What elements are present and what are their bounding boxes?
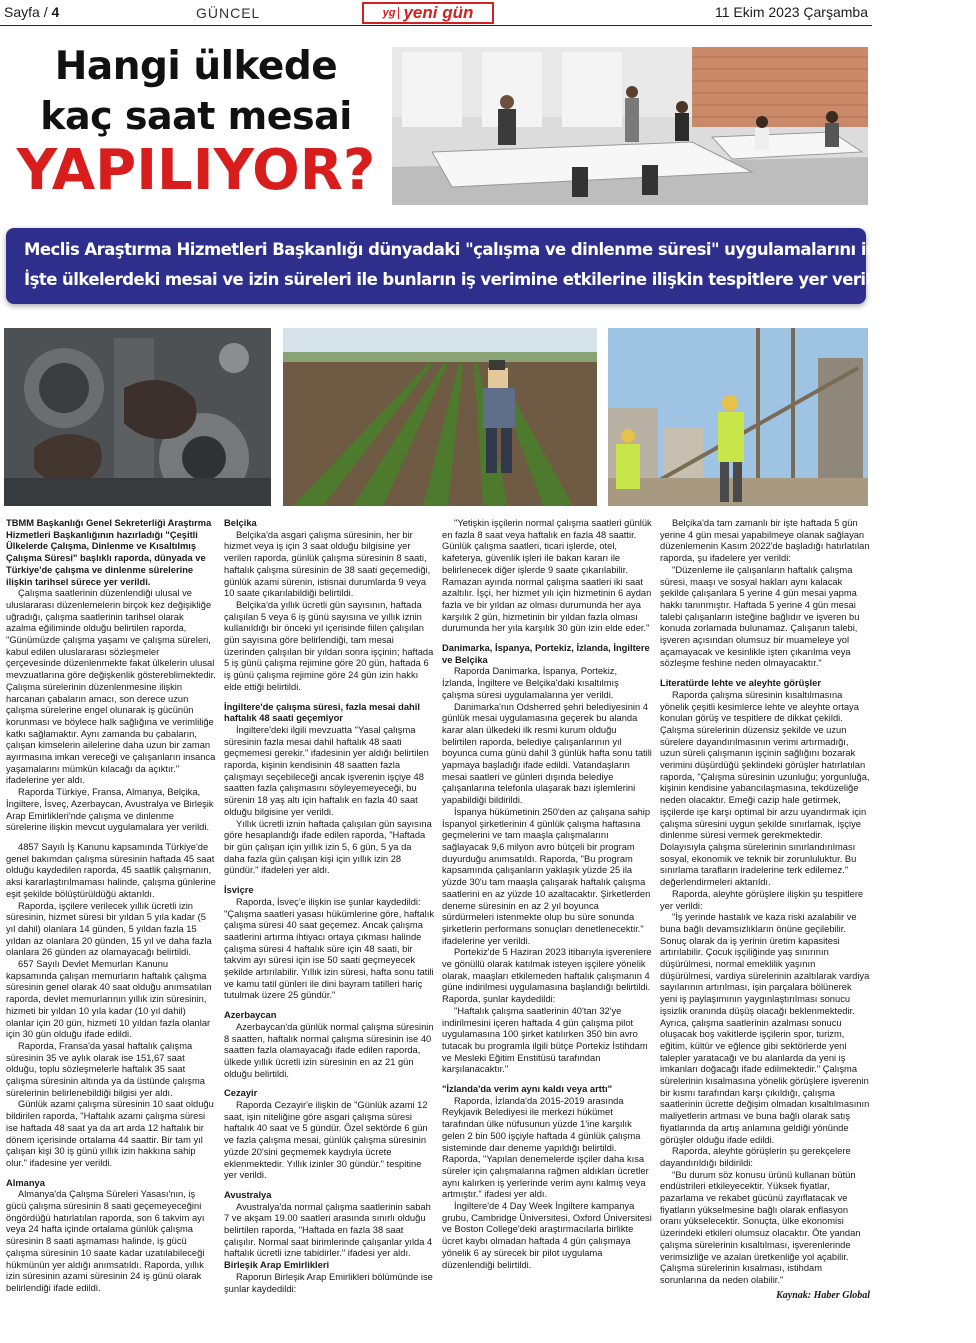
paragraph: Raporda çalışma süresinin kısaltılmasına yönelik çeşitli kesimlerce lehte ve aleyhte ortaya konulan görüş ve tespitlere de dikkat çekildi. Çalışma sürelerinin düzensiz şekilde ve uzun sürelere dayandırılmasının verimi artırmadığı, uzun süreli çalışmanın işçinin sağlığını bozarak verimini düşürdüğü şeklindeki görüşler hatırlatılan raporda, "Çalışma süresinin uzunluğu; yorgunluğa, kişinin kendisine yabancılaşmasına, tekdüzeliğe neden olacaktır. Emeği cazip hale getirmek, işçilerde işe karşı optimal bir arzu uyandırmak için çalışma süresini uygun şekilde sınırlamak, işçiye dinlenme süresi vermek gerekmektedir. Dolayısıyla çalışma sürelerinin sınırlandırılması sosyal, ekonomik ve teknik bir zorunluluktur. Bu sınırlama tarafların iradelerine terk edilemez." değerlendirmeleri aktarıldı. [660, 689, 870, 888]
headline-line-1: Hangi ülkede [54, 44, 338, 89]
farmer-in-field-photo [283, 328, 597, 506]
paragraph: Çalışma saatlerinin düzenlendiği ulusal ve uluslararası düzenlemelerin birçok kez değişikliğe uğradığı, çalışma saatlerinin tarihsel olarak azalma eğiliminde olduğu belirtilen raporda, "Günümüzde çalışma yaşamı ve çalışma süreleri, kabul edilen uluslararası sözleşmeler çerçevesinde düzenlenmekte fakat ülkelerin ulusal mevzuatlarına göre değişkenlik göstereblimektedir. Çalışma sürelerinin düzenlenmesine ilişkin harcanan çabaların amacı, son derece uzun çalışma sürelerine engel olunarak iş gücünün korunması ve böylece halk sağlığına ve verimliliğe katkı sağlamaktır. Aynı zamanda bu çabaların, çalışan kimselerin ailelerine daha uzun bir zaman ayırmasına imkan vereceği ve çalışanların insanca yaşamalarını mümkün kılacağı da açıktır." ifadelerine yer aldı. [6, 588, 216, 786]
page-header [0, 0, 872, 26]
paragraph: "İş yerinde hastalık ve kaza riski azalabilir ve buna bağlı devamsızlıkların önüne geçilebilir. Sonuç olarak da iş yerinin üretim kapasitesi artırılabilir. Çocuk işçiliğinde yaş sınırının düşürülmesi, normal emeklilik yaşının düşürülmesi, vardiya sürelerinin azaltılarak vardiya sayılarının artırılması, işin parçalara bölünerek yeni iş paylaşımının yaygınlaştırılması sonucu işsizlik oranında düşüş olacağı beklenmektedir. Ayrıca, çalışma saatlerinin azalması sonucu oluşacak boş vakitlerde işçilerin spor, turizm, eğitim, kültür ve eğlence gibi sektörlerde yeni talepler yaratacağı ve bu alanlarda da yeni iş imkanları doğacağı ifade edilmektedir." Çalışma sürelerinin kısalmasına yönelik görüşlere işverenin bir kısmı tarafından karşı çıkıldığı, çalışma saatlerinin ücrette değişim olmadan kısaltılmasının maliyetlerin artması ve buna bağlı olarak satış fiyatlarında da artış anlamına geldiği yönünde görüşler olduğu ifade edildi. [660, 912, 870, 1145]
paragraph: Belçika'da asgari çalışma süresinin, her bir hizmet veya iş için 3 saat olduğu bilgisine yer verilen raporda, günlük çalışma süresinin 8 saati, haftalık çalışma süresinin de 38 saati geçemediği, günlük azami sürenin, istisnai durumlarda 9 veya 10 saate çıkarılabildiği belirtildi. [224, 529, 431, 599]
paragraph: Raporda, İsveç'e ilişkin ise şunlar kaydedildi: "Çalışma saatleri yasası hükümlerine göre, haftalık çalışma süresi 40 saat geçemez. Ancak çalışma saatlerini artırma ihtiyacı ortaya çıkması halinde çalışma süresi 4 haftalık süre için 48 saati, bir takvim ayı süresi için ise 50 saati geçmeyecek şekilde artırılabilir. Yıllık izin süresi, hafta sonu tatili ve kamu tatil günleri ile dini bayram tatilleri hariç tutulmak üzere 25 gündür." [224, 896, 435, 1001]
paragraph: 4857 Sayılı İş Kanunu kapsamında Türkiye'de genel bakımdan çalışma süresinin haftada 45 saat olduğu kaydedilen raporda, 45 saatlik çalışmanın, aksi kararlaştırılmaması halinde, çalışma günlerine eşit şekilde bölüştürüldüğü aktarıldı. [6, 841, 216, 899]
paragraph: İngiltere'de 4 Day Week İngiltere kampanya grubu, Cambridge Üniversitesi, Oxford Üniversitesi ve Boston College'deki araştırmacılarla birlikte ücret kaybı olmadan haftada 4 gün çalışmaya yönelik 6 ay sürecek bir pilot uygulama düzenlendiği belirtildi. [442, 1201, 652, 1270]
subheading: Avustralya [224, 1189, 272, 1200]
newspaper-logo: yg yeni gün [362, 2, 494, 24]
office-workers-photo [392, 47, 868, 205]
subheading: Azerbaycan [224, 1010, 277, 1021]
paragraph: Raporda Türkiye, Fransa, Almanya, Belçika, İngiltere, İsveç, Azerbaycan, Avustralya ve Birleşik Arap Emirlikleri'nde çalışma ve dinlenme sürelerine ilişkin mevcut uygulamalara yer verildi. [6, 787, 214, 833]
article-column-2 [224, 518, 434, 1295]
paragraph: Raporda, İzlanda'da 2015-2019 arasında Reykjavik Belediyesi ile merkezi hükümet tarafından ülke nüfusunun yüzde 1'ine karşılık gelen 2 bin 500 işçiyle haftada 4 günlük çalışma sisteminde daır deneme yapıldığı belirtildi. Raporda, "Yapılan denemelerde işçiler daha kısa süreler için çalışmalarına rağmen aldıkları ücretler aynı kalırken iş yerlerinde verim aynı kalmış veya artmıştır." ifadesi yer aldı. [442, 1095, 649, 1200]
summary-banner [6, 228, 976, 304]
issue-date: 11 Ekim 2023 Çarşamba [714, 4, 868, 20]
paragraph: Günlük azami çalışma süresinin 10 saat olduğu bildirilen raporda, "Haftalık azami çalışma süresi ise haftada 48 saat ya da art arda 12 haftalık bir dönem içerisinde ortalama 44 saattir. Bir tam yıl çalışan kişi 30 iş günü yıllık izin hakkına sahip olur." ifadesine yer verildi. [6, 1099, 214, 1168]
mechanic-hands-engine-photo [4, 328, 271, 506]
subheading: Birleşik Arap Emirlikleri [224, 1260, 330, 1271]
article-column-3 [442, 518, 652, 1271]
paragraph: Raporun Birleşik Arap Emirlikleri bölümünde ise şunlar kaydedildi: [224, 1271, 433, 1294]
paragraph: Danimarka'nın Odsherred şehri belediyesinin 4 günlük mesai uygulamasına geçerek bu alanda karar alan ülkedeki ilk resmi kurum olduğu belirtilen raporda, belediye çalışanlarının yıl boyunca cuma günü dahil 3 günlük hafta sonu tatili yapmaya başladığı ifade edildi. Vatandaşların mesai saatleri ve günleri dışında belediye çalışanlarına telefonla ulaşarak bazı işlemlerini yapabildiği bildirildi. [442, 701, 652, 806]
paragraph: Portekiz'de 5 Haziran 2023 itibarıyla işverenlere ve gönüllü olarak katılmak isteyen işçilere yönelik olarak, maaşları etkilemeden haftalık çalışmanın 4 güne indirilmesi uygulamasına başlandığı belirtildi. Raporda, şunlar kaydedildi: [442, 947, 652, 1005]
paragraph: Avustralya'da normal çalışma saatlerinin sabah 7 ve akşam 19.00 saatleri arasında sınırlı olduğu belirtilen raporda, "Haftada en fazla 38 saat çalışılır. Normal saat birimlerinde çalışanlar yılda 4 haftalık ücretli izne tabidirler." ifadesi yer aldı. [224, 1201, 433, 1259]
subheading: Belçika [224, 518, 257, 528]
paragraph: Azerbaycan'da günlük normal çalışma süresinin 8 saatten, haftalık normal çalışma süresinin ise 40 saatten fazla olamayacağı ifade edilen raporda, ülkede yıllık ücretli izin süresinin en az 21 gün olduğu belirtildi. [224, 1021, 434, 1079]
subheading: Danimarka, İspanya, Portekiz, İzlanda, İngiltere ve Belçika [442, 643, 650, 665]
paragraph: Raporda, Fransa'da yasal haftalık çalışma süresinin 35 ve aylık olarak ise 151,67 saat olduğu, toplu sözleşmelerle haftalık 35 saat çalışma süresinin altında ya da üstünde çalışma sürelerinin belirlenebildiği bilgisi yer aldı. [6, 1040, 205, 1098]
article-lead: TBMM Başkanlığı Genel Sekreterliği Araştırma Hizmetleri Başkanlığının hazırladığı "Çeşitli Ülkelerde Çalışma, Dinlenme ve Kısaltılmış Çalışma Süresi" başlıklı raporda, dünyada ve Türkiye'de çalışma ve dinlenme sürelerine ilişkin tarihsel sürece yer verildi. [6, 518, 212, 587]
paragraph: Belçika'da tam zamanlı bir işte haftada 5 gün yerine 4 gün mesai yapabilmeye olanak sağlayan düzenlemenin Kasım 2022'de başladığı hatırlatılan raporda, şu ifadelere yer verildi: [660, 518, 870, 564]
paragraph: "Yetişkin işçilerin normal çalışma saatleri günlük en fazla 8 saat veya haftalık en fazla 48 saattir. Günlük çalışma saatleri, ticari işlerde, otel, kafeterya, güvenlik işleri ile bakan kararı ile belirlenecek diğer işlerde 9 saate çıkarılabilir. Ramazan ayında normal çalışma saatleri iki saat azaltılır. İşçi, her hizmet yılı için hizmetinin 6 aydan fazla ve bir yıldan az olması durumunda her aya karşılık 2 gün, hizmetinin bir yıldan fazla olması durumunda her yıla karşılık 30 gün izin elde eder." [442, 518, 652, 634]
section-label: GÜNCEL [196, 5, 261, 21]
paragraph: Raporda Cezayir'e ilişkin de "Günlük azami 12 saat, işin niteliğine göre asgari çalışma süresi haftalık 40 saat ve 5 gündür. Özel sektörde 6 gün ve fazla çalışma mesai, günlük çalışma süresinin yüzde 20'sini geçmemek kaydıyla ücrete eklenmektedir. Yıllık izinler 30 gündür." tespitine yer verildi. [224, 1100, 428, 1181]
source-credit: Kaynak: Haber Global [776, 1289, 870, 1301]
headline [0, 42, 392, 202]
subheading: Cezayir [224, 1088, 258, 1099]
paragraph: 657 Sayılı Devlet Memurları Kanunu kapsamında çalışan memurların haftalık çalışma süresinin genel olarak 40 saat olduğu anımsatılan raporda, devlet memurlarının yıllık izin süresinin, hizmeti bir yıldan 10 yıla kadar (10 yıl dahil) olanlar için 20 gün, hizmeti 10 yıldan fazla olanlar için 30 gün olduğu ifade edildi. [6, 959, 212, 1040]
banner-line-1: Meclis Araştırma Hizmetleri Başkanlığı dünyadaki "çalışma ve dinlenme süresi" uygulamalarını inceledi. [24, 240, 935, 259]
paragraph: "Bu durum söz konusu ürünü kullanan bütün endüstrileri etkileyecektir. Yüksek fiyatlar, pazarlama ve rekabet gücünü zayıflatacak ve fiyatların yükselmesine bağlı olarak enflasyon oranı yükselecektir. Sonuçta, ülke ekonomisi üzerindeki etkileri olumsuz olacaktır. Öte yandan çalışma sürelerinin kısaltılması, işverenlerinde verimsizliğe ve azalan üretkenliğe yol açabilir. Çalışma sürelerinin kısalması, istihdam sorunlarına da neden olabilir." [660, 1169, 861, 1285]
subheading: Almanya [6, 1177, 45, 1188]
headline-line-3: YAPILIYOR? [16, 138, 376, 203]
paragraph: Belçika'da yıllık ücretli gün sayısının, haftada çalışılan 5 veya 6 iş günü sayısına ve yıllık iznin kullanıldığı bir önceki yıl içerisinde fiilen çalışılan gün sayısına göre belirlendiği, tam mesai üzerinden çalışılan bir yıldan sonra işçinin; haftada 5 iş günü çalışma rejimine göre 20 gün, haftada 6 iş günü çalışma rejimine göre 24 gün izin hakkı elde ettiği belirtildi. [224, 599, 434, 692]
banner-line-2: İşte ülkelerdeki mesai ve izin süreleri ile bunların iş verimine etkilerine ilişkin tespitlere yer verilen o rapor... [24, 270, 976, 289]
construction-workers-photo [608, 328, 868, 506]
paragraph: "Düzenleme ile çalışanların haftalık çalışma süresi, maaşı ve sosyal hakları aynı kalacak şekilde çalışanlara 5 yerine 4 gün mesai yapma hakkı tanınmıştır. Haftada 5 yerine 4 gün mesai talebi çalışanların isteğine bağlıdır ve işveren bu konuda zorlamada bulunamaz. Çalışanın talebi, işveren açısından olumsuz bir muameleye yol açamayacak ve kesinlikle işten çıkarılma veya sözleşme feshine neden olmayacaktır." [660, 564, 860, 669]
paragraph: Almanya'da Çalışma Süreleri Yasası'nın, iş gücü çalışma süresinin 8 saati geçemeyeceğini öngördüğü hatırlatılan raporda, son 6 takvim ayı veya 24 hafta içinde ortalama günlük çalışma süresinin 8 saati aşmaması halinde, iş gücü çalışma süresinin 10 saate kadar uzatılabileceği hükmünün yer aldığı anımsatıldı. Raporda, yıllık izin süresinin azami süresinin 24 iş günü olarak belirlendiği ifade edildi. [6, 1189, 205, 1293]
article-column-1 [6, 518, 216, 1295]
subheading: İsviçre [224, 885, 254, 896]
paragraph: Raporda, işçilere verilecek yıllık ücretli izin süresinin, hizmet süresi bir yıldan 5 yıla kadar (5 yıl dahil) olanlara 14 günden, 5 yıldan fazla 15 yıldan az olanlara 20 günden, 15 yıl ve daha fazla olanlara 26 günden az olamayacağı belirtildi. [6, 900, 212, 958]
article-column-4 [660, 518, 870, 1301]
paragraph: "Haftalık çalışma saatlerinin 40'tan 32'ye indirilmesini içeren haftada 4 gün çalışma pilot uygulamasına 100 şirket katılırken 350 bin avro tutacak bu programla ilgili bütçe Portekiz İstihdam ve Mesleki Eğitim Enstitüsü tarafından karşılanacaktır." [442, 1005, 648, 1075]
paragraph: İngiltere'deki ilgili mevzuatta "Yasal çalışma süresinin fazla mesai dahil haftalık 48 saati geçmemesi gerekir." ifadesinin yer aldığı belirtilen raporda, kişinin kendisinin 48 saatten fazla çalışmayı seçebileceği ancak işverenin işçiye 48 saatten fazla çalışmasını söyleyemeyeceği, bu sürenin 18 yaş altı için haftalık en fazla 40 saat olduğu bilgisine yer verildi. [224, 724, 429, 817]
subheading: İngiltere'de çalışma süresi, fazla mesai dahil haftalık 48 saati geçemiyor [224, 701, 420, 724]
paragraph: İspanya hükümetinin 250'den az çalışana sahip İspanyol şirketlerinin 4 günlük çalışma haftasına geçmelerini ve tam maaşla çalışmalarını sağlayacak 9,6 milyon avro bütçeli bir program duyurduğu anımsatıldı. Raporda, "Bu program kapsamında çalışanların yaklaşık yüzde 25 ila yüzde 30'u tam maaşla çalışarak haftalık çalışma saatlerini en az yüzde 10 azaltacaktır. Şirketlerden deneme süresinin en az 2 yıl boyunca sürdürmeleri istenmekte olup bu süre sonunda şirketlerin performans sonuçları denetlenecektir." ifadelerine yer verildi. [442, 806, 651, 946]
paragraph: Yıllık ücretli iznin haftada çalışılan gün sayısına göre hesaplandığı ifade edilen raporda, "Haftada bir gün çalışan için yıllık izin 5, 6 gün, 5 ya da daha fazla gün çalışan kişi için yıllık izin 28 gündür." ifadeleri yer aldı. [224, 818, 432, 876]
paragraph: Raporda, aleyhte görüşlere ilişkin şu tespitlere yer verildi: [660, 888, 864, 911]
headline-line-2: kaç saat mesai [40, 94, 352, 138]
paragraph: Raporda, aleyhte görüşlerin şu gerekçelere dayandırıldığı bildirildi: [660, 1146, 851, 1168]
paragraph: Raporda Danimarka, İspanya, Portekiz, İzlanda, İngiltere ve Belçika'daki kısaltılmış çalışma süresi uygulamalarına yer verildi. [442, 666, 619, 700]
subheading: "İzlanda'da verim aynı kaldı veya arttı" [442, 1084, 612, 1095]
subheading: Literatürde lehte ve aleyhte görüşler [660, 678, 821, 689]
page-number: Sayfa / 4 [4, 4, 60, 20]
